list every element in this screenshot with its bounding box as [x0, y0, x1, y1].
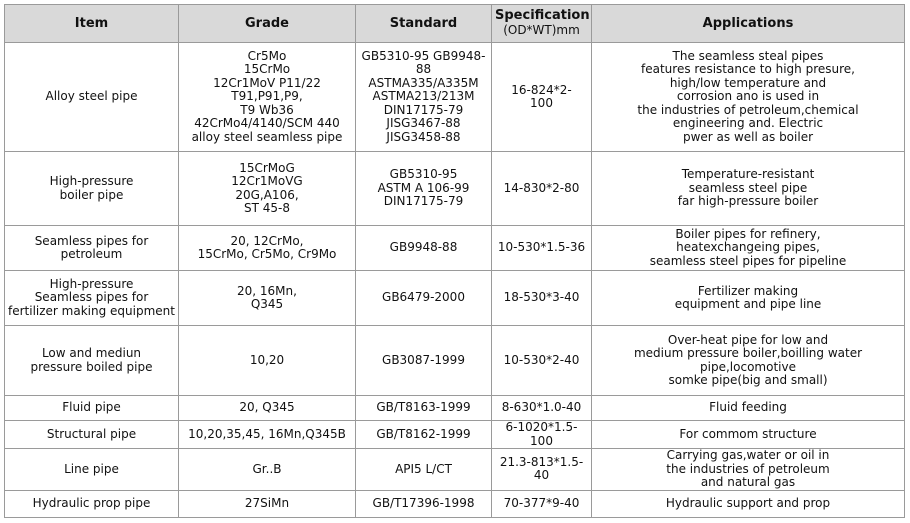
cell-grade: 20, 16Mn, Q345	[179, 271, 356, 326]
cell-spec: 14-830*2-80	[492, 152, 592, 226]
cell-applications: Boiler pipes for refinery, heatexchangeing pipes, seamless steel pipes for pipeline	[592, 226, 905, 271]
cell-item: Alloy steel pipe	[5, 43, 179, 152]
cell-applications: Over-heat pipe for low and medium pressure boiler,boilling water pipe,locomotive somke pipe(big and small)	[592, 326, 905, 396]
cell-item: Structural pipe	[5, 421, 179, 449]
cell-spec: 18-530*3-40	[492, 271, 592, 326]
cell-item: Seamless pipes for petroleum	[5, 226, 179, 271]
header-item: Item	[5, 5, 179, 43]
cell-applications: Temperature-resistant seamless steel pipe far high-pressure boiler	[592, 152, 905, 226]
cell-standard: GB3087-1999	[356, 326, 492, 396]
table-row	[5, 43, 905, 152]
cell-standard: API5 L/CT	[356, 449, 492, 491]
cell-applications: For commom structure	[592, 421, 905, 449]
cell-standard: GB5310-95 GB9948- 88 ASTMA335/A335M ASTMA213/213M DIN17175-79 JISG3467-88 JISG3458-88	[356, 43, 492, 152]
header-specification-unit: (OD*WT)mm	[503, 23, 580, 37]
header-grade: Grade	[179, 5, 356, 43]
cell-standard: GB5310-95 ASTM A 106-99 DIN17175-79	[356, 152, 492, 226]
cell-spec: 10-530*2-40	[492, 326, 592, 396]
cell-grade: 10,20,35,45, 16Mn,Q345B	[179, 421, 356, 449]
cell-grade: Cr5Mo 15CrMo 12Cr1MoV P11/22 T91,P91,P9, T9 Wb36 42CrMo4/4140/SCM 440 alloy steel seamless pipe	[179, 43, 356, 152]
table-row	[5, 152, 905, 226]
cell-item: Low and mediun pressure boiled pipe	[5, 326, 179, 396]
cell-spec: 16-824*2- 100	[492, 43, 592, 152]
cell-spec: 8-630*1.0-40	[492, 396, 592, 421]
table-row	[5, 271, 905, 326]
cell-grade: 20, Q345	[179, 396, 356, 421]
table-body	[5, 43, 905, 518]
cell-spec: 6-1020*1.5-100	[492, 421, 592, 449]
cell-item: High-pressure Seamless pipes for fertilizer making equipment	[5, 271, 179, 326]
header-specification-label: Specification	[495, 8, 590, 23]
table-row	[5, 226, 905, 271]
cell-grade: 10,20	[179, 326, 356, 396]
table-row	[5, 449, 905, 491]
cell-grade: 27SiMn	[179, 490, 356, 517]
cell-standard: GB6479-2000	[356, 271, 492, 326]
header-specification	[492, 5, 592, 43]
cell-spec: 10-530*1.5-36	[492, 226, 592, 271]
cell-applications: Fertilizer making equipment and pipe line	[592, 271, 905, 326]
cell-grade: 20, 12CrMo, 15CrMo, Cr5Mo, Cr9Mo	[179, 226, 356, 271]
cell-spec: 70-377*9-40	[492, 490, 592, 517]
cell-spec: 21.3-813*1.5- 40	[492, 449, 592, 491]
table-row	[5, 421, 905, 449]
cell-item: High-pressure boiler pipe	[5, 152, 179, 226]
steel-pipe-table	[4, 4, 905, 518]
header-row	[5, 5, 905, 43]
cell-applications: Carrying gas,water or oil in the industries of petroleum and natural gas	[592, 449, 905, 491]
header-standard: Standard	[356, 5, 492, 43]
header-applications: Applications	[592, 5, 905, 43]
cell-standard: GB9948-88	[356, 226, 492, 271]
table-row	[5, 490, 905, 517]
cell-grade: 15CrMoG 12Cr1MoVG 20G,A106, ST 45-8	[179, 152, 356, 226]
cell-applications: Hydraulic support and prop	[592, 490, 905, 517]
cell-item: Hydraulic prop pipe	[5, 490, 179, 517]
table-row	[5, 326, 905, 396]
table-row	[5, 396, 905, 421]
cell-standard: GB/T8162-1999	[356, 421, 492, 449]
cell-item: Fluid pipe	[5, 396, 179, 421]
cell-applications: The seamless steal pipes features resistance to high presure, high/low temperature and corrosion ano is used in the industries of petroleum,chemical engineering and. Electric pwer as well as boiler	[592, 43, 905, 152]
cell-standard: GB/T17396-1998	[356, 490, 492, 517]
cell-item: Line pipe	[5, 449, 179, 491]
cell-standard: GB/T8163-1999	[356, 396, 492, 421]
cell-applications: Fluid feeding	[592, 396, 905, 421]
cell-grade: Gr..B	[179, 449, 356, 491]
